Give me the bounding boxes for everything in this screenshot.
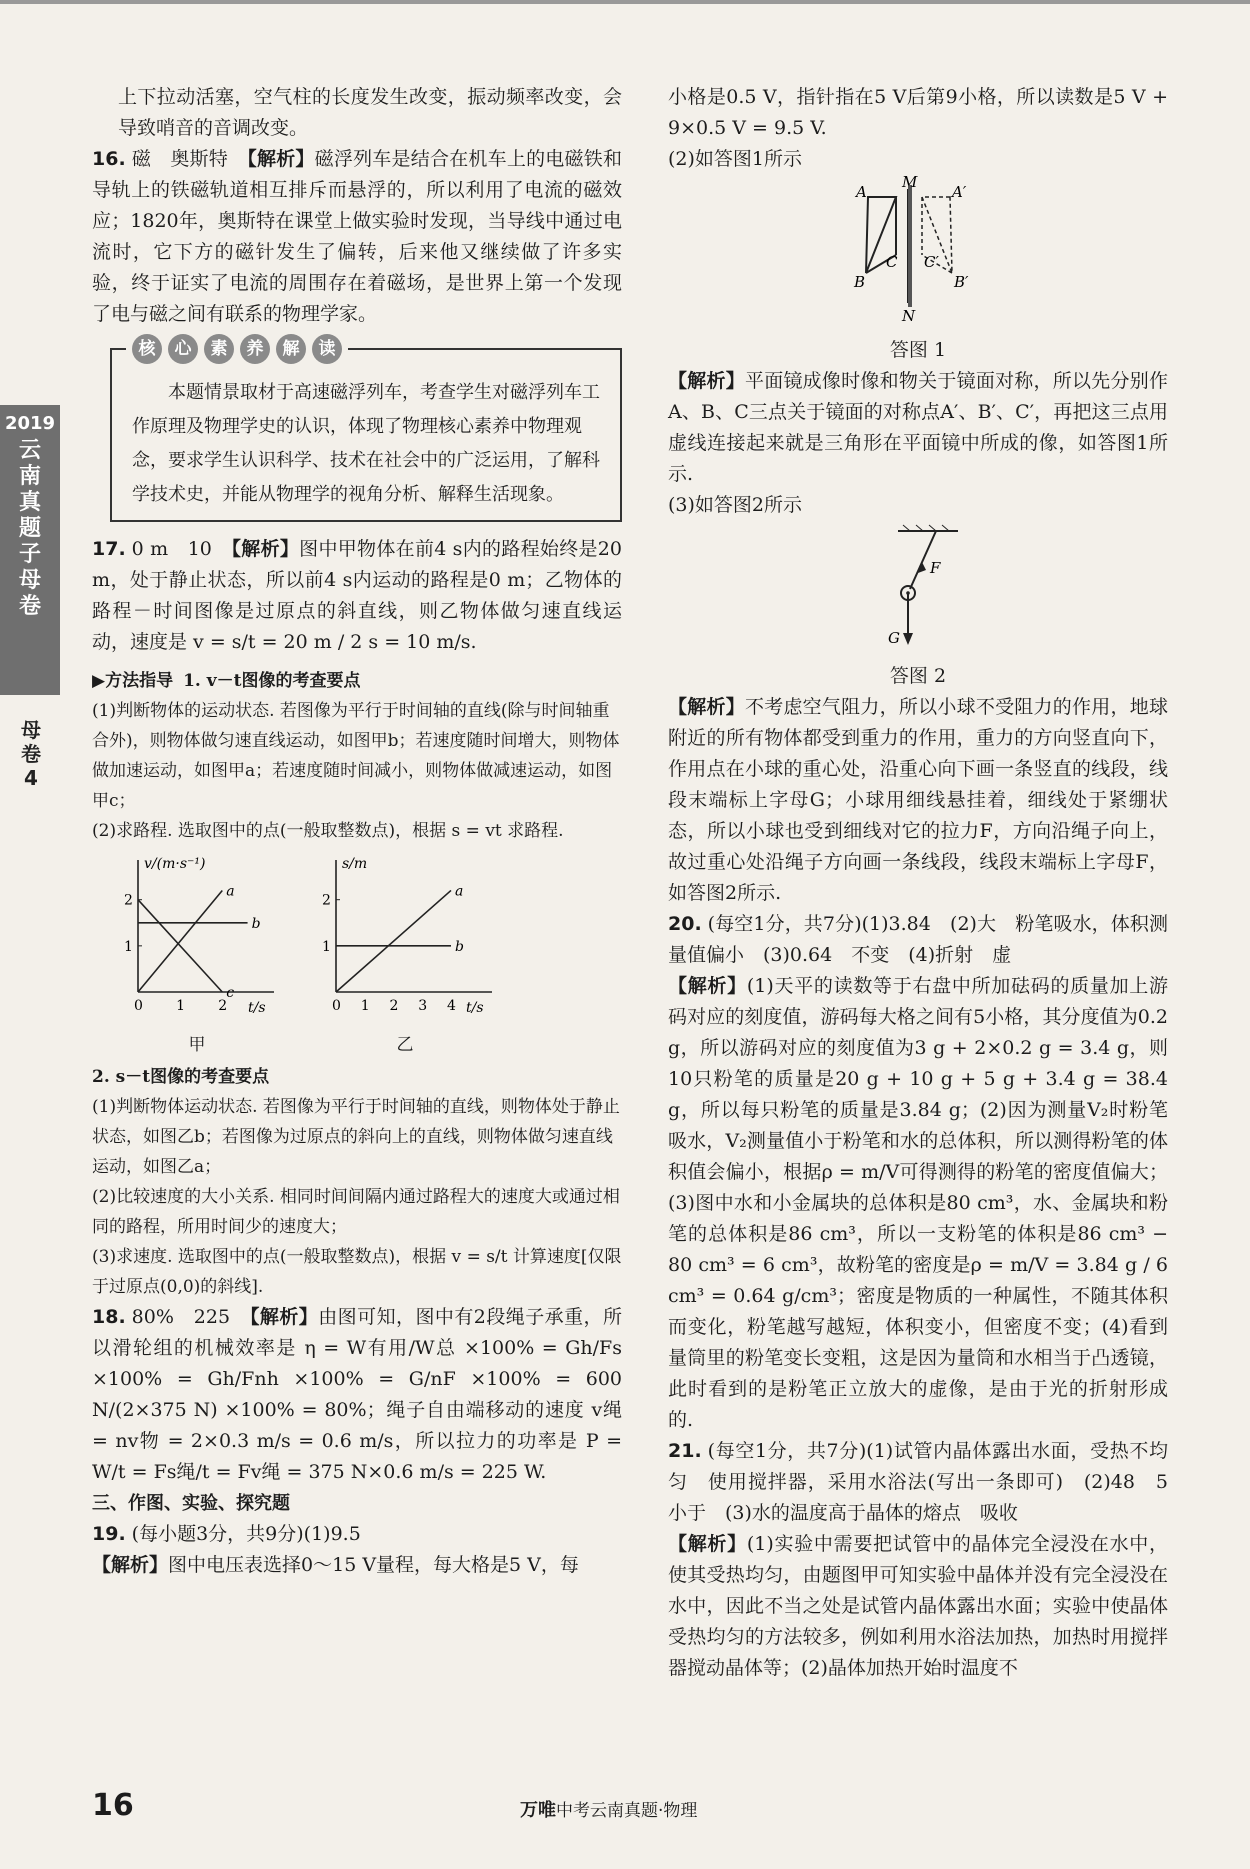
x-axis-label: t/s: [466, 1000, 484, 1016]
gravity-arrow: [903, 633, 913, 645]
guide1-head: 1. v－t图像的考查要点: [183, 671, 361, 691]
q19-3: (3)如答图2所示: [668, 494, 803, 516]
side-title: [0, 438, 60, 620]
side-char: 真: [18, 490, 41, 515]
side-sub: [14, 718, 48, 790]
guide-tag: ▶方法指导: [92, 671, 174, 691]
q21-text: (1)实验中需要把试管中的晶体完全浸没在水中，使其受热均匀，由题图甲可知实验中晶体并没有完全浸没在水中，因此不当之处是试管内晶体露出水面；实验中使晶体受热均匀的方法较多，例如利用水浴法加热，加热时用搅拌器搅动晶体等；(2)晶体加热开始时温度不: [668, 1533, 1168, 1679]
q16-tag: 【解析】: [247, 148, 315, 170]
side-char: 题: [18, 516, 41, 541]
label-A: A: [856, 183, 867, 201]
force-diagram: [858, 521, 978, 651]
answer-figure-2: [668, 521, 1168, 692]
footer: [520, 1796, 697, 1822]
series-line-a: [138, 890, 222, 992]
x-tick-label: 2: [218, 998, 228, 1014]
q21-number: 21.: [668, 1440, 702, 1462]
q18-text: 由图可知，图中有2段绳子承重，所以滑轮组的机械效率是 η = W有用/W总 ×100% = Gh/Fs ×100% = Gh/Fnh ×100% = G/nF ×100% = 600 N/(2×375 N) ×100% = 80%；绳子自由端移动的速度 v绳 = nv物 = 2×0.3 m/s = 0.6 m/s，所以拉力的功率是 P = W/t = Fs绳/t = Fv绳 = 375 N×0.6 m/s = 225 W.: [92, 1306, 622, 1483]
series-label-c: c: [226, 985, 235, 1001]
y-tick-label: 2: [124, 892, 133, 909]
side-char: 云: [18, 438, 41, 463]
q16-text: 磁浮列车是结合在机车上的电磁铁和导轨上的铁磁轨道相互排斥而悬浮的，所以利用了电流的磁效应；1820年，奥斯特在课堂上做实验时发现，当导线中通过电流时，它下方的磁针发生了偏转，后来他又继续做了许多实验，终于证实了电流的周围存在着磁场，是世界上第一个发现了电与磁之间有联系的物理学家。: [92, 148, 622, 325]
q19-answer: (每小题3分，共9分)(1)9.5: [131, 1523, 361, 1545]
q20-answer: (每空1分，共7分)(1)3.84 (2)大 粉笔吸水，体积测量值偏小 (3)0.64 不变 (4)折射 虚: [668, 913, 1168, 966]
guide2-c: (3)求速度. 选取图中的点(一般取整数点)，根据 v = s/t 计算速度[仅限于过原点(0,0)的斜线].: [92, 1247, 622, 1297]
side-sub-char: 卷: [21, 742, 41, 766]
chart-jia: [112, 852, 282, 1060]
side-year: 2019: [4, 413, 56, 434]
label-B: B: [854, 273, 866, 291]
q17-text: 图中甲物体在前4 s内的路程始终是20 m，处于静止状态，所以前4 s内运动的路程是0 m；乙物体的路程－时间图像是过原点的斜直线，则乙物体做匀速直线运动，速度是 v = s/t = 20 m / 2 s = 10 m/s.: [92, 538, 622, 653]
label-C2: C′: [924, 253, 939, 271]
series-line-a: [336, 890, 451, 992]
q17-tag: 【解析】: [231, 538, 300, 560]
label-F: F: [930, 559, 941, 577]
side-sub-char: 4: [24, 766, 38, 790]
chart-yi-svg: [310, 852, 500, 1020]
chart-jia-svg: [112, 852, 282, 1020]
guide1-b: (2)求路程. 选取图中的点(一般取整数点)，根据 s = vt 求路程.: [92, 821, 564, 841]
top-border: [0, 0, 1250, 4]
chart-jia-caption: 甲: [188, 1035, 206, 1055]
fig1-caption: 答图 1: [889, 339, 947, 361]
guide1-a: (1)判断物体的运动状态. 若图像为平行于时间轴的直线(除与时间轴重合外)，则物体做匀速直线运动，如图甲b；若速度随时间增大，则物体做加速运动，如图甲a；若速度随时间减小，则物体做减速运动，如图甲c；: [92, 701, 620, 811]
side-char: 子: [18, 542, 41, 567]
q18: [92, 1302, 622, 1488]
series-label-b: b: [251, 915, 261, 932]
guide2-a: (1)判断物体运动状态. 若图像为平行于时间轴的直线，则物体处于静止状态，如图乙b；若图像为过原点的斜向上的直线，则物体做匀速直线运动，如图乙a；: [92, 1097, 620, 1177]
y-tick-label: 1: [322, 938, 331, 955]
right-column: [668, 82, 1188, 1684]
charts-row: [112, 852, 622, 1060]
q19-3-text: 不考虑空气阻力，所以小球不受阻力的作用，地球附近的所有物体都受到重力的作用，重力的方向竖直向下，作用点在小球的重心处，沿重心向下画一条竖直的线段，线段末端标上字母G；小球用细线悬挂着，细线处于紧绷状态，所以小球也受到细线对它的拉力F，方向沿绳子向上，故过重心处沿绳子方向画一条线段，线段末端标上字母F，如答图2所示.: [668, 696, 1168, 904]
mirror-hatch: [908, 185, 912, 307]
core-literacy-text: 本题情景取材于高速磁浮列车，考查学生对磁浮列车工作原理及物理学史的认识，体现了物理核心素养中物理观念，要求学生认识科学、技术在社会中的广泛运用，了解科学技术史，并能从物理学的视角分析、解释生活现象。: [132, 382, 600, 505]
q19-3-tag: 【解析】: [668, 696, 745, 718]
title-char: 解: [276, 334, 306, 364]
guide2-head: 2. s－t图像的考查要点: [92, 1067, 270, 1087]
series-label-b: b: [455, 938, 464, 955]
x-tick-label: 1: [176, 998, 186, 1014]
q20: [668, 909, 1168, 1436]
intro-text: 上下拉动活塞，空气柱的长度发生改变，振动频率改变，会导致哨音的音调改变。: [118, 86, 622, 139]
y-tick-label: 1: [124, 938, 133, 955]
x-tick-label: 3: [418, 998, 428, 1014]
y-tick-label: 2: [322, 892, 331, 909]
side-char: 母: [18, 568, 41, 593]
side-char: 南: [18, 464, 41, 489]
side-sub-char: 母: [21, 718, 41, 742]
q16-number: 16.: [92, 148, 126, 170]
q16-answer: 磁 奥斯特: [131, 148, 229, 170]
page-number: 16: [92, 1788, 134, 1823]
chart-yi-caption: 乙: [396, 1035, 414, 1055]
method-guide: [92, 666, 622, 1302]
side-char: 卷: [18, 594, 41, 619]
label-M: M: [902, 175, 918, 191]
series-label-a: a: [455, 883, 464, 900]
title-char: 核: [132, 334, 162, 364]
label-N: N: [902, 307, 916, 325]
series-line-c: [138, 900, 222, 992]
q18-number: 18.: [92, 1306, 126, 1328]
q17-answer: 0 m 10: [131, 538, 212, 560]
q19-3-explain: [668, 692, 1168, 909]
y-axis-label: v/(m·s⁻¹): [144, 856, 206, 872]
guide-header: [92, 666, 622, 696]
q21: [668, 1436, 1188, 1684]
core-literacy-box: [110, 339, 622, 522]
q20-text: (1)天平的读数等于右盘中所加砝码的质量加上游码对应的刻度值，游码每大格之间有5小格，其分度值为0.2 g，所以游码对应的刻度值为3 g + 2×0.2 g = 3.4 g，则10只粉笔的质量是20 g + 10 g + 5 g + 3.4 g = 38.4 g，所以每只粉笔的质量是3.84 g；(2)因为测量V₂时粉笔吸水，V₂测量值小于粉笔和水的总体积，所以测得粉笔的体积值会偏小，根据ρ = m/V可得测得的粉笔的密度值偏大；(3)图中水和小金属块的总体积是80 cm³，水、金属块和粉笔的总体积是86 cm³，所以一支粉笔的体积是86 cm³ − 80 cm³ = 6 cm³，故粉笔的密度是ρ = m/V = 3.84 g / 6 cm³ = 0.64 g/cm³；密度是物质的一种属性，不随其体积而变化，粉笔越写越短，体积变小，但密度不变；(4)看到量筒里的粉笔变长变粗，这是因为量筒和水相当于凸透镜，此时看到的是粉笔正立放大的虚像，是由于光的折射形成的.: [668, 975, 1168, 1431]
fig2-caption: 答图 2: [889, 665, 947, 687]
y-axis-label: s/m: [342, 856, 368, 872]
label-B2: B′: [954, 273, 969, 291]
q20-number: 20.: [668, 913, 702, 935]
x-tick-label: 4: [447, 998, 456, 1014]
answer-figure-1: [668, 175, 1168, 366]
label-A2: A′: [952, 183, 967, 201]
title-char: 素: [204, 334, 234, 364]
mirror-diagram: [838, 175, 998, 325]
title-char: 养: [240, 334, 270, 364]
x-tick-label: 2: [389, 998, 399, 1014]
core-literacy-title: [126, 334, 348, 364]
x-tick-label: 0: [134, 998, 143, 1014]
section-heading: 三、作图、实验、探究题: [92, 1493, 290, 1514]
q16: [92, 144, 622, 330]
x-tick-label: 0: [332, 998, 341, 1014]
q18-answer: 80% 225: [131, 1306, 231, 1328]
q19-text: 图中电压表选择0～15 V量程，每大格是5 V，每: [168, 1554, 579, 1576]
title-char: 读: [312, 334, 342, 364]
guide2-b: (2)比较速度的大小关系. 相同时间间隔内通过路程大的速度大或通过相同的路程，所用时间少的速度大；: [92, 1187, 620, 1237]
q17: [92, 534, 622, 658]
q19-tag: 【解析】: [92, 1554, 169, 1576]
chart-yi: [310, 852, 500, 1060]
q19-2: (2)如答图1所示: [668, 148, 803, 170]
q19-2-tag: 【解析】: [668, 370, 745, 392]
q17-number: 17.: [92, 538, 126, 560]
q19-number: 19.: [92, 1523, 126, 1545]
q21-tag: 【解析】: [668, 1533, 747, 1555]
label-G: G: [888, 629, 900, 647]
q19-2-explain: [668, 366, 1168, 490]
left-column: [92, 82, 622, 1581]
q19-cont: 小格是0.5 V，指针指在5 V后第9小格，所以读数是5 V + 9×0.5 V = 9.5 V.: [668, 86, 1168, 139]
q18-tag: 【解析】: [249, 1306, 319, 1328]
series-label-a: a: [226, 883, 235, 900]
label-C: C: [886, 253, 898, 271]
footer-text: 中考云南真题·物理: [556, 1801, 698, 1821]
x-tick-label: 1: [360, 998, 370, 1014]
title-char: 心: [168, 334, 198, 364]
q20-tag: 【解析】: [668, 975, 747, 997]
q21-answer: (每空1分，共7分)(1)试管内晶体露出水面，受热不均匀 使用搅拌器，采用水浴法(写出一条即可) (2)48 5 小于 (3)水的温度高于晶体的熔点 吸收: [668, 1440, 1188, 1524]
footer-brand: 万唯: [520, 1800, 556, 1821]
x-axis-label: t/s: [248, 1000, 266, 1016]
q19-2-text: 平面镜成像时像和物关于镜面对称，所以先分别作A、B、C三点关于镜面的对称点A′、B′、C′，再把这三点用虚线连接起来就是三角形在平面镜中所成的像，如答图1所示.: [668, 370, 1168, 485]
side-tab: [0, 405, 60, 695]
q19: [92, 1519, 622, 1581]
